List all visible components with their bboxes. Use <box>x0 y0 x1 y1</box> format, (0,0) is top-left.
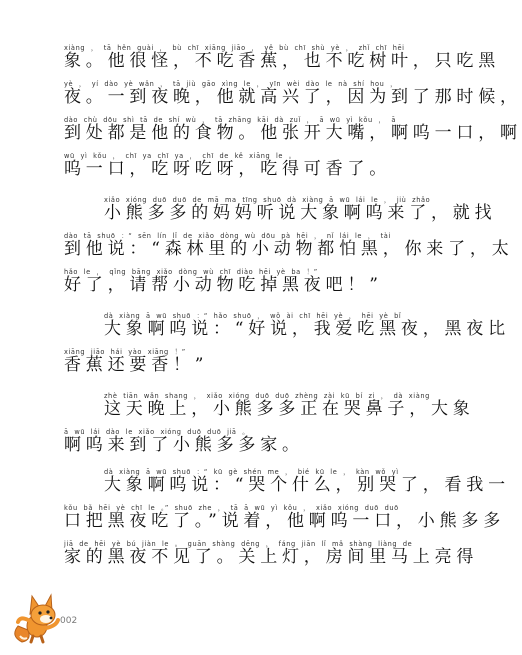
hanzi-line: 啊呜来到了小熊多多家。 <box>64 435 304 455</box>
hanzi-line: 夜。一到夜晚，他就高兴了，因为到了那时候， <box>64 87 522 107</box>
pinyin-line: zhè tiān wǎn shang ， xiǎo xióng duō duō zhèng zài kū bí zi ， dà xiàng <box>104 392 430 400</box>
pinyin-line: dào chù dōu shì tā de shí wù ， tā zhāng kāi dà zuǐ ， ā wū yì kǒu ， ā <box>64 116 396 124</box>
hanzi-line: 到处都是他的食物。他张开大嘴，啊呜一口，啊 <box>64 123 522 143</box>
text-line <box>0 346 500 379</box>
text-line <box>0 230 514 263</box>
text-line <box>0 42 500 75</box>
hanzi-line: 香蕉还要香！” <box>64 355 209 375</box>
hanzi-line: 家的黑夜不见了。关上灯，房间里马上亮得 <box>64 547 479 567</box>
hanzi-line: 这天晚上，小熊多多正在哭鼻子，大象 <box>104 399 475 419</box>
text-line <box>0 78 522 111</box>
pinyin-line: xiǎo xióng duō duō de mā ma tīng shuō dà xiàng ā wū lái le ， jiù zhǎo <box>104 196 431 204</box>
hanzi-line: 大象啊呜说：“好说，我爱吃黑夜，黑夜比 <box>104 319 510 339</box>
pinyin-line: dào tā shuō ：“ sēn lín lǐ de xiǎo dòng wù dōu pà hēi ， nǐ lái le ， tài <box>64 232 391 240</box>
pinyin-line: ā wū lái dào le xiǎo xióng duō duō jiā 。 <box>64 428 250 436</box>
pinyin-line: wū yì kǒu ， chī ya chī ya ， chī de kě xiāng le 。 <box>64 152 296 160</box>
hanzi-line: 象。他很怪，不吃香蕉，也不吃树叶，只吃黑 <box>64 51 500 71</box>
hanzi-line: 到他说：“森林里的小动物都怕黑，你来了，太 <box>64 239 514 259</box>
text-line <box>0 426 500 459</box>
pinyin-line: jiā de hēi yè bú jiàn le 。 guān shàng dēng ， fáng jiān lǐ mǎ shàng liàng de <box>64 540 413 548</box>
pinyin-line: yè ， yí dào yè wǎn ， tā jiù gāo xìng le ， yīn wèi dào le nà shí hou ， <box>64 80 398 88</box>
pinyin-line: dà xiàng ā wū shuō ：“ hǎo shuō ， wǒ ài chī hēi yè ， hēi yè bǐ <box>104 312 402 320</box>
text-line <box>0 466 510 499</box>
pinyin-line: xiāng jiāo hái yào xiāng ！” <box>64 348 186 356</box>
text-line <box>0 150 500 183</box>
pinyin-line: kǒu bǎ hēi yè chī le 。” shuō zhe ， tā ā wū yì kǒu ， xiǎo xióng duō duō <box>64 504 399 512</box>
hanzi-line: 大象啊呜说：“哭个什么，别哭了，看我一 <box>104 475 510 495</box>
pinyin-line: xiàng ， tā hěn guài ， bù chī xiāng jiāo ， yě bù chī shù yè ， zhǐ chī hēi <box>64 44 405 52</box>
hanzi-line: 呜一口，吃呀吃呀，吃得可香了。 <box>64 159 391 179</box>
pinyin-line: dà xiàng ā wū shuō ：“ kū gè shén me ， bié kū le ， kàn wǒ yì <box>104 468 399 476</box>
text-line <box>0 266 500 299</box>
hanzi-line: 小熊多多的妈妈听说大象啊呜来了，就找 <box>104 203 497 223</box>
text-line <box>0 502 505 535</box>
text-line <box>0 114 522 147</box>
text-line <box>0 390 500 423</box>
hanzi-line: 好了，请帮小动物吃掉黑夜吧！” <box>64 275 383 295</box>
text-line <box>0 310 510 343</box>
fox-mascot-icon <box>6 582 68 644</box>
text-line <box>0 538 500 571</box>
pinyin-line: hǎo le ， qǐng bāng xiǎo dòng wù chī diào hēi yè ba ！” <box>64 268 318 276</box>
text-line <box>0 194 500 227</box>
hanzi-line: 口把黑夜吃了。”说着，他啊呜一口，小熊多多 <box>64 511 505 531</box>
page-number: 002 <box>60 616 78 626</box>
